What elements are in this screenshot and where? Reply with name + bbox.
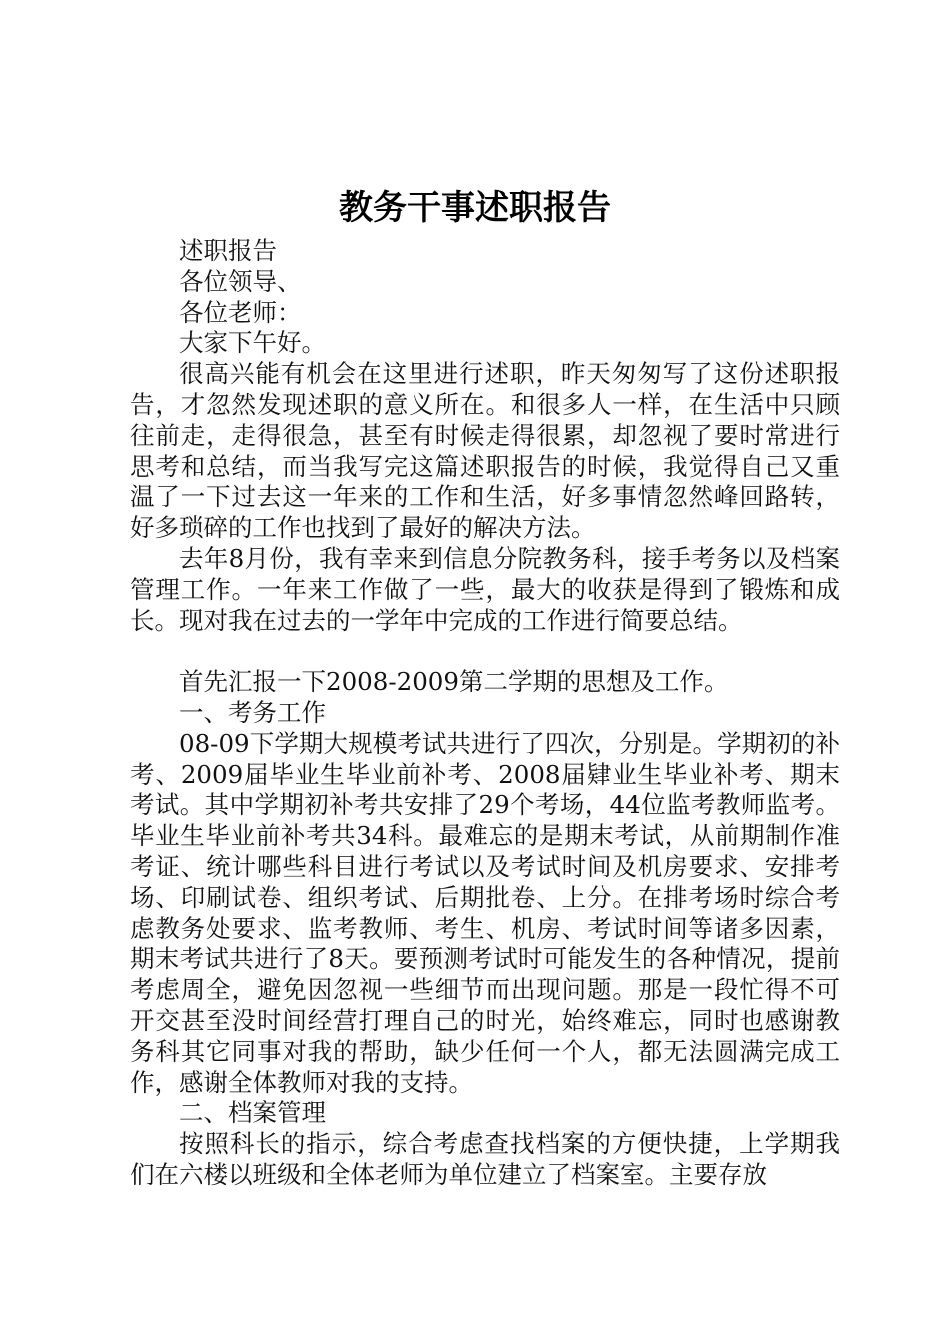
section-heading-exams: 一、考务工作 bbox=[179, 697, 326, 727]
paragraph-summary-lead: 首先汇报一下2008-2009第二学期的思想及工作。 bbox=[179, 667, 729, 697]
paragraph-heading: 述职报告 bbox=[179, 236, 277, 265]
paragraph-background: 去年8月份，我有幸来到信息分院教务科，接手考务以及档案管理工作。一年来工作做了一些，最大的收获是得到了锻炼和成长。现对我在过去的一学年中完成的工作进行简要总结。 bbox=[130, 543, 840, 635]
document-body bbox=[130, 236, 840, 1191]
document-title: 教务干事述职报告 bbox=[339, 188, 611, 228]
paragraph-salutation-teachers: 各位老师： bbox=[179, 297, 302, 327]
section-heading-archives: 二、档案管理 bbox=[179, 1098, 326, 1128]
paragraph-archives: 按照科长的指示，综合考虑查找档案的方便快捷，上学期我们在六楼以班级和全体老师为单位建立了档案室。主要存放 bbox=[130, 1129, 840, 1189]
paragraph-greeting: 大家下午好。 bbox=[179, 328, 326, 358]
paragraph-salutation-leaders: 各位领导、 bbox=[179, 266, 302, 296]
paragraph-exams: 08-09下学期大规模考试共进行了四次，分别是。学期初的补考、2009届毕业生毕业前补考、2008届肄业生毕业补考、期末考试。其中学期初补考共安排了29个考场，44位监考教师监考。毕业生毕业前补考共34科。最难忘的是期末考试，从前期制作准考证、统计哪些科目进行考试以及考试时间及机房要求、安排考场、印刷试卷、组织考试、后期批卷、上分。在排考场时综合考虑教务处要求、监考教师、考生、机房、考试时间等诸多因素，期末考试共进行了8天。要预测考试时可能发生的各种情况，提前考虑周全，避免因忽视一些细节而出现问题。那是一段忙得不可开交甚至没时间经营打理自己的时光，始终难忘，同时也感谢教务科其它同事对我的帮助，缺少任何一个人，都无法圆满完成工作，感谢全体教师对我的支持。 bbox=[130, 728, 840, 1097]
paragraph-intro: 很高兴能有机会在这里进行述职，昨天匆匆写了这份述职报告，才忽然发现述职的意义所在。和很多人一样，在生活中只顾往前走，走得很急，甚至有时候走得很累，却忽视了要时常进行思考和总结，而当我写完这篇述职报告的时候，我觉得自己又重温了一下过去这一年来的工作和生活，好多事情忽然峰回路转，好多琐碎的工作也找到了最好的解决方法。 bbox=[130, 359, 840, 543]
